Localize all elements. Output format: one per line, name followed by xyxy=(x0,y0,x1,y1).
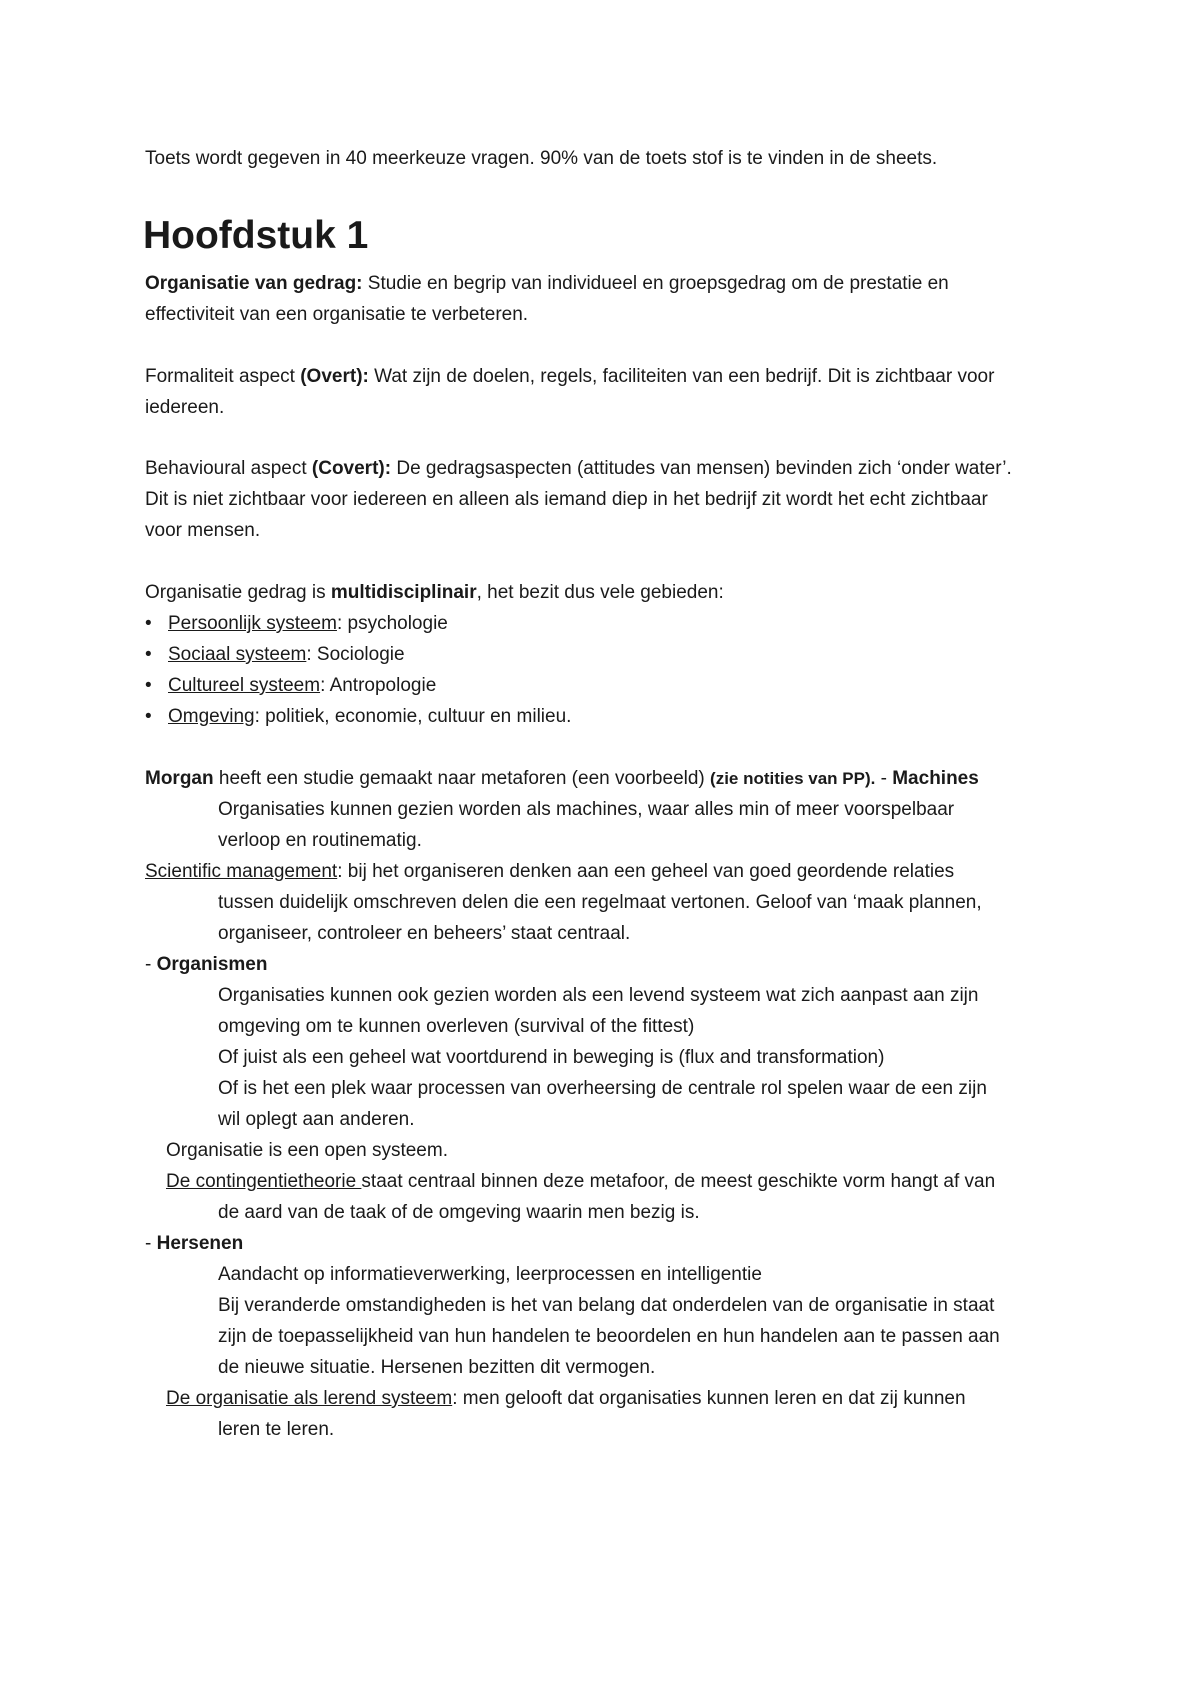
definition-covert: Behavioural aspect (Covert): De gedragsaspecten (attitudes van mensen) bevinden zich ‘onder water’. xyxy=(145,458,1012,479)
list-item: • Persoonlijk systeem: psychologie xyxy=(145,613,448,634)
page-title: Hoofdstuk 1 xyxy=(143,214,369,257)
organismen-heading: - Organismen xyxy=(145,954,268,975)
list-item: • Omgeving: politiek, economie, cultuur en milieu. xyxy=(145,706,572,727)
lerend-systeem: De organisatie als lerend systeem: men gelooft dat organisaties kunnen leren en dat zij kunnen xyxy=(166,1388,966,1409)
definition-line: effectiviteit van een organisatie te verbeteren. xyxy=(145,304,529,325)
scientific-line: tussen duidelijk omschreven delen die een regelmaat vertonen. Geloof van ‘maak plannen, xyxy=(218,892,982,913)
scientific-line: organiseer, controleer en beheers’ staat centraal. xyxy=(218,923,631,944)
bullet-icon: • xyxy=(145,706,152,727)
hersenen-heading: - Hersenen xyxy=(145,1233,244,1254)
intro-text: Toets wordt gegeven in 40 meerkeuze vragen. 90% van de toets stof is te vinden in de sheets. xyxy=(145,148,938,169)
hersenen-line: Bij veranderde omstandigheden is het van belang dat onderdelen van de organisatie in staat xyxy=(218,1295,995,1316)
definition-term: Organisatie van gedrag: xyxy=(145,273,363,294)
definition-line: iedereen. xyxy=(145,397,225,418)
definition-term: (Overt): xyxy=(300,366,369,387)
hersenen-line: Aandacht op informatieverwerking, leerprocessen en intelligentie xyxy=(218,1264,762,1285)
organismen-line: Organisaties kunnen ook gezien worden als een levend systeem wat zich aanpast aan zijn xyxy=(218,985,979,1006)
scientific-management: Scientific management: bij het organiseren denken aan een geheel van goed geordende relaties xyxy=(145,861,955,882)
organismen-line: omgeving om te kunnen overleven (survival of the fittest) xyxy=(218,1016,695,1037)
organismen-line: wil oplegt aan anderen. xyxy=(218,1109,415,1130)
definition-line: Dit is niet zichtbaar voor iedereen en alleen als iemand diep in het bedrijf zit wordt het echt zichtbaar xyxy=(145,489,988,510)
open-systeem: Organisatie is een open systeem. xyxy=(166,1140,448,1161)
hersenen-line: de nieuwe situatie. Hersenen bezitten dit vermogen. xyxy=(218,1357,656,1378)
contingentie-line: de aard van de taak of de omgeving waarin men bezig is. xyxy=(218,1202,700,1223)
machines-line: verloop en routinematig. xyxy=(218,830,422,851)
definition-organisatie-gedrag: Organisatie van gedrag: Studie en begrip van individueel en groepsgedrag om de prestatie en xyxy=(145,273,949,294)
machines-line: Organisaties kunnen gezien worden als machines, waar alles min of meer voorspelbaar xyxy=(218,799,955,820)
multidisciplinair-intro: Organisatie gedrag is multidisciplinair, het bezit dus vele gebieden: xyxy=(145,582,724,603)
organismen-line: Of is het een plek waar processen van overheersing de centrale rol spelen waar de een zijn xyxy=(218,1078,987,1099)
morgan-paragraph: Morgan heeft een studie gemaakt naar metaforen (een voorbeeld) (zie notities van PP). - Machines xyxy=(145,768,979,789)
contingentietheorie: De contingentietheorie staat centraal binnen deze metafoor, de meest geschikte vorm hangt af van xyxy=(166,1171,996,1192)
lerend-line: leren te leren. xyxy=(218,1419,335,1440)
bullet-icon: • xyxy=(145,675,152,696)
bullet-icon: • xyxy=(145,644,152,665)
list-item: • Sociaal systeem: Sociologie xyxy=(145,644,405,665)
hersenen-line: zijn de toepasselijkheid van hun handelen te beoordelen en hun handelen aan te passen aan xyxy=(218,1326,1000,1347)
definition-overt: Formaliteit aspect (Overt): Wat zijn de doelen, regels, faciliteiten van een bedrijf. Dit is zichtbaar voor xyxy=(145,366,995,387)
definition-line: voor mensen. xyxy=(145,520,261,541)
list-item: • Cultureel systeem: Antropologie xyxy=(145,675,437,696)
bullet-icon: • xyxy=(145,613,152,634)
definition-term: (Covert): xyxy=(311,458,392,479)
organismen-line: Of juist als een geheel wat voortdurend in beweging is (flux and transformation) xyxy=(218,1047,885,1068)
